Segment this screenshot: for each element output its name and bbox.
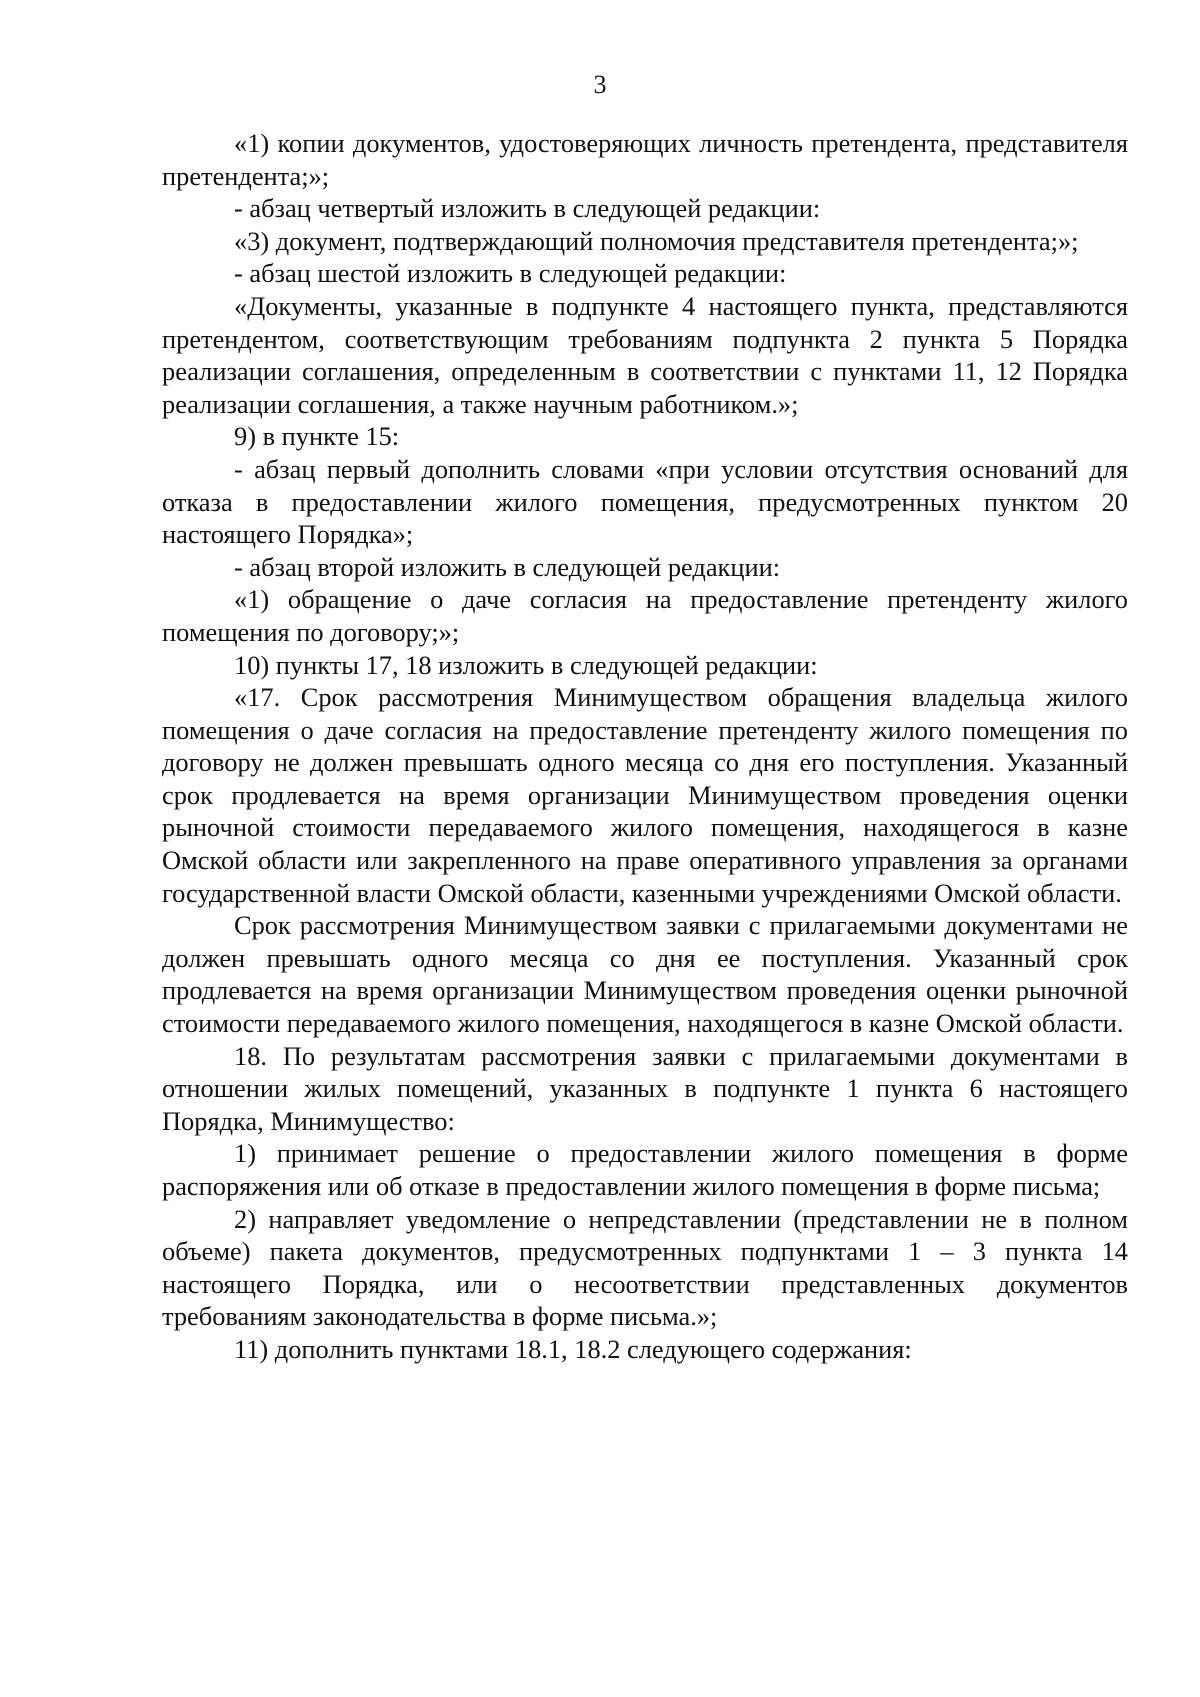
page-number: 3 (593, 70, 607, 99)
paragraph: 10) пункты 17, 18 изложить в следующей редакции: (234, 649, 818, 680)
paragraph: «1) копии документов, удостоверяющих личность претендента, представителя претендента;»; (162, 128, 1128, 191)
paragraph: 1) принимает решение о предоставлении жилого помещения в форме распоряжения или об отказе в предоставлении жилого помещения в форме письма; (162, 1138, 1128, 1201)
paragraph: Срок рассмотрения Минимуществом заявки с прилагаемыми документами не должен превышать одного месяца со дня ее поступления. Указанный срок продлевается на время организации Минимуществом проведения оценки рыночной стоимости передаваемого жилого помещения, находящегося в казне Омской области. (162, 910, 1128, 1039)
paragraph: 9) в пункте 15: (234, 421, 400, 452)
paragraph: - абзац первый дополнить словами «при условии отсутствия оснований для отказа в предоставлении жилого помещения, предусмотренных пунктом 20 настоящего Порядка»; (162, 453, 1128, 550)
paragraph: «1) обращение о даче согласия на предоставление претенденту жилого помещения по договору;»; (162, 584, 1128, 647)
paragraph: «3) документ, подтверждающий полномочия представителя претендента;»; (234, 225, 1079, 256)
paragraph: 11) дополнить пунктами 18.1, 18.2 следующего содержания: (234, 1333, 912, 1364)
paragraph: «17. Срок рассмотрения Минимуществом обращения владельца жилого помещения о даче согласия на предоставление претенденту жилого помещения по договору не должен превышать одного месяца со дня его поступления. Указанный срок продлевается на время организации Минимуществом проведения оценки рыночной стоимости передаваемого жилого помещения, находящегося в казне Омской области или закрепленного на праве оперативного управления за органами государственной власти Омской области, казенными учреждениями Омской области. (162, 682, 1128, 908)
paragraph: - абзац четвертый изложить в следующей редакции: (234, 193, 821, 224)
paragraph: - абзац второй изложить в следующей редакции: (234, 551, 781, 582)
document-body (162, 127, 1128, 1366)
paragraph: - абзац шестой изложить в следующей редакции: (234, 258, 787, 289)
paragraph: «Документы, указанные в подпункте 4 настоящего пункта, представляются претендентом, соответствующим требованиям подпункта 2 пункта 5 Порядка реализации соглашения, определенным в соответствии с пунктами 11, 12 Порядка реализации соглашения, а также научным работником.»; (162, 290, 1128, 419)
paragraph: 18. По результатам рассмотрения заявки с прилагаемыми документами в отношении жилых помещений, указанных в подпункте 1 пункта 6 настоящего Порядка, Минимущество: (162, 1040, 1128, 1136)
paragraph: 2) направляет уведомление о непредставлении (представлении не в полном объеме) пакета документов, предусмотренных подпунктами 1 – 3 пункта 14 настоящего Порядка, или о несоответствии представленных документов требованиям законодательства в форме письма.»; (162, 1203, 1128, 1332)
